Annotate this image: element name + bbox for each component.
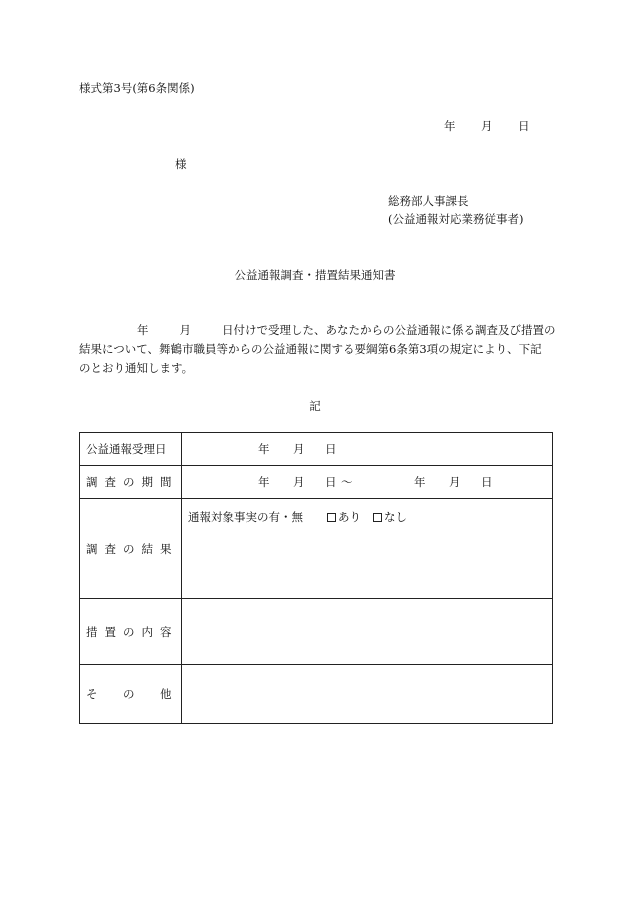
option-no-label: なし <box>384 510 407 524</box>
sender-block <box>388 192 523 228</box>
period-start-year: 年 <box>258 475 270 489</box>
period-tilde: 〜 <box>341 475 353 489</box>
option-yes[interactable] <box>327 509 361 525</box>
table-row-other <box>80 665 553 724</box>
accept-date-label: 公益通報受理日 <box>80 433 182 466</box>
sender-title: 総務部人事課長 <box>388 194 469 208</box>
period-start-day: 日 <box>325 475 337 489</box>
result-text: 通報対象事実の有・無 <box>188 510 303 524</box>
document-title: 公益通報調査・措置結果通知書 <box>234 268 396 282</box>
body-paragraph <box>79 321 559 378</box>
body-year: 年 <box>137 323 149 337</box>
option-no[interactable] <box>373 509 407 525</box>
checkbox-icon[interactable] <box>373 513 382 522</box>
measure-label: 措置の内容 <box>80 599 182 665</box>
ki-heading: 記 <box>309 399 321 413</box>
table-row-period <box>80 466 553 499</box>
result-cell[interactable] <box>182 499 553 599</box>
form-number: 様式第3号(第6条関係) <box>79 81 195 95</box>
period-end-year: 年 <box>414 475 426 489</box>
body-line-3: のとおり通知します。 <box>79 361 194 375</box>
period-label: 調査の期間 <box>80 466 182 499</box>
checkbox-icon[interactable] <box>327 513 336 522</box>
accept-date-cell[interactable] <box>182 433 553 466</box>
table-row-accept-date <box>80 433 553 466</box>
table-row-result <box>80 499 553 599</box>
accept-year: 年 <box>258 442 270 456</box>
other-cell[interactable] <box>182 665 553 724</box>
accept-month: 月 <box>293 442 305 456</box>
issue-date-month: 月 <box>481 119 493 133</box>
issue-date-year: 年 <box>444 119 456 133</box>
result-label: 調査の結果 <box>80 499 182 599</box>
recipient-honorific: 様 <box>175 157 187 171</box>
other-label-3: 他 <box>160 687 172 701</box>
sender-role: (公益通報対応業務従事者) <box>388 212 524 226</box>
measure-cell[interactable] <box>182 599 553 665</box>
issue-date-day: 日 <box>518 119 530 133</box>
period-end-day: 日 <box>481 475 493 489</box>
period-end-month: 月 <box>449 475 461 489</box>
period-cell[interactable] <box>182 466 553 499</box>
body-line-2: 結果について、舞鶴市職員等からの公益通報に関する要綱第6条第3項の規定により、下記 <box>79 342 542 356</box>
body-line-1-text: 日付けで受理した、あなたからの公益通報に係る調査及び措置の <box>222 323 556 337</box>
other-label-2: の <box>123 687 135 701</box>
period-start-month: 月 <box>293 475 305 489</box>
body-line-1 <box>79 321 559 340</box>
issue-date <box>444 118 530 134</box>
option-yes-label: あり <box>338 510 361 524</box>
other-label <box>80 665 182 724</box>
result-table <box>79 432 553 724</box>
accept-day: 日 <box>325 442 337 456</box>
other-label-1: そ <box>86 687 98 701</box>
table-row-measure <box>80 599 553 665</box>
body-month: 月 <box>179 323 191 337</box>
